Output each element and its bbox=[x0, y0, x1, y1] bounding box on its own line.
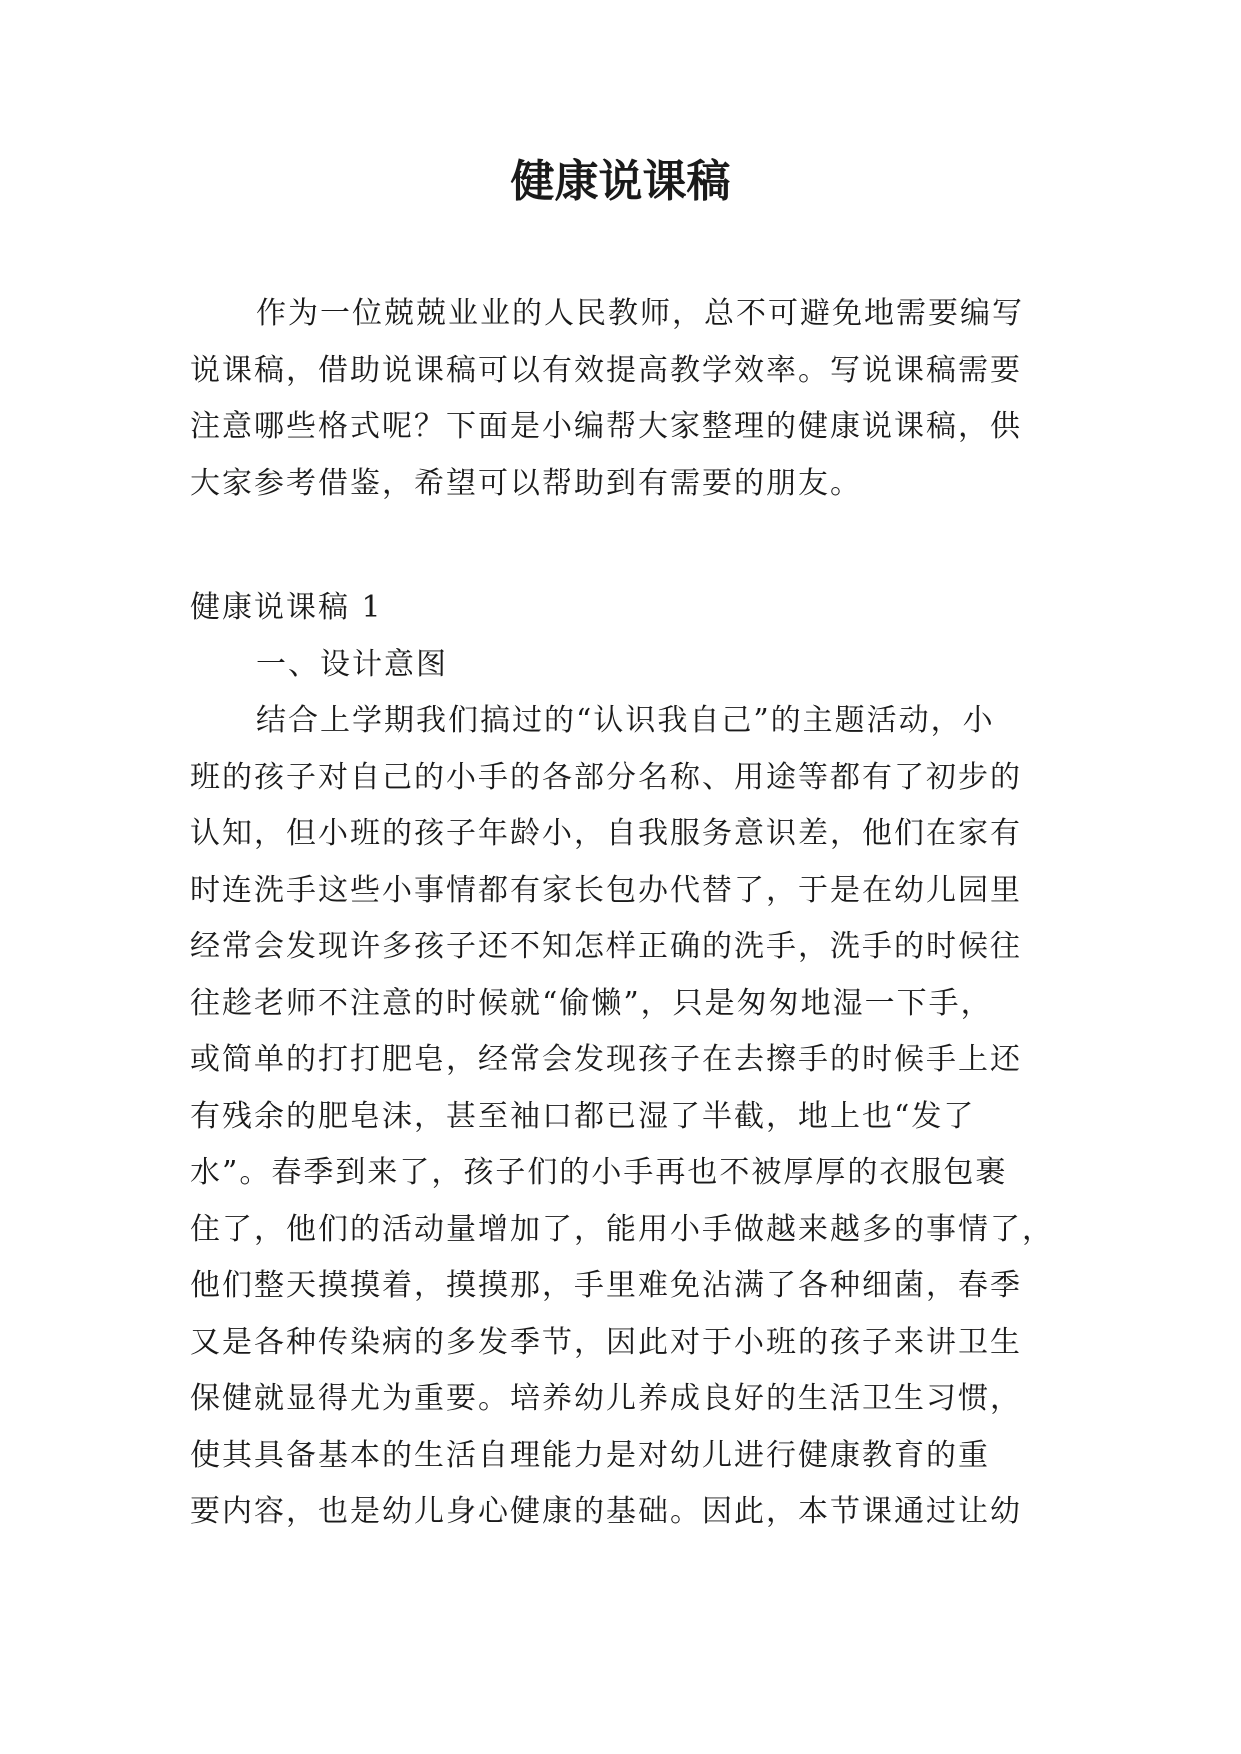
body-paragraph-line: 结合上学期我们搞过的“认识我自己”的主题活动，小 bbox=[256, 703, 995, 738]
body-paragraph-line: 保健就显得尤为重要。培养幼儿养成良好的生活卫生习惯， bbox=[190, 1381, 1022, 1416]
body-paragraph-line: 使其具备基本的生活自理能力是对幼儿进行健康教育的重 bbox=[190, 1437, 990, 1473]
body-paragraph-line: 往趁老师不注意的时候就“偷懒”，只是匆匆地湿一下手， bbox=[190, 985, 993, 1021]
subsection-heading: 一、设计意图 bbox=[256, 646, 448, 682]
intro-paragraph-line: 说课稿，借助说课稿可以有效提高教学效率。写说课稿需要 bbox=[190, 352, 1022, 388]
body-paragraph-line: 认知，但小班的孩子年龄小，自我服务意识差，他们在家有 bbox=[190, 816, 1022, 851]
body-paragraph-line: 要内容，也是幼儿身心健康的基础。因此，本节课通过让幼 bbox=[190, 1494, 1022, 1529]
body-paragraph-line: 水”。春季到来了，孩子们的小手再也不被厚厚的衣服包裹 bbox=[190, 1155, 1008, 1190]
intro-paragraph-line: 注意哪些格式呢？下面是小编帮大家整理的健康说课稿，供 bbox=[190, 409, 1022, 444]
body-paragraph-line: 时连洗手这些小事情都有家长包办代替了，于是在幼儿园里 bbox=[190, 872, 1022, 908]
body-paragraph-line: 他们整天摸摸着，摸摸那，手里难免沾满了各种细菌，春季 bbox=[190, 1268, 1022, 1303]
section-heading: 健康说课稿 1 bbox=[190, 590, 383, 625]
document-body bbox=[190, 286, 1052, 1541]
body-paragraph-line: 又是各种传染病的多发季节，因此对于小班的孩子来讲卫生 bbox=[190, 1324, 1022, 1360]
document-title: 健康说课稿 bbox=[510, 156, 731, 207]
intro-paragraph-line: 大家参考借鉴，希望可以帮助到有需要的朋友。 bbox=[190, 465, 862, 501]
body-paragraph-line: 住了，他们的活动量增加了，能用小手做越来越多的事情了， bbox=[190, 1211, 1054, 1247]
paragraph-spacer bbox=[190, 512, 1052, 580]
body-paragraph-line: 有残余的肥皂沫，甚至袖口都已湿了半截，地上也“发了 bbox=[190, 1098, 976, 1134]
body-paragraph-line: 或简单的打打肥皂，经常会发现孩子在去擦手的时候手上还 bbox=[190, 1042, 1022, 1077]
body-paragraph-line: 班的孩子对自己的小手的各部分名称、用途等都有了初步的 bbox=[190, 759, 1022, 795]
body-paragraph-line: 经常会发现许多孩子还不知怎样正确的洗手，洗手的时候往 bbox=[190, 929, 1022, 964]
intro-paragraph-line: 作为一位兢兢业业的人民教师，总不可避免地需要编写 bbox=[256, 296, 1024, 331]
